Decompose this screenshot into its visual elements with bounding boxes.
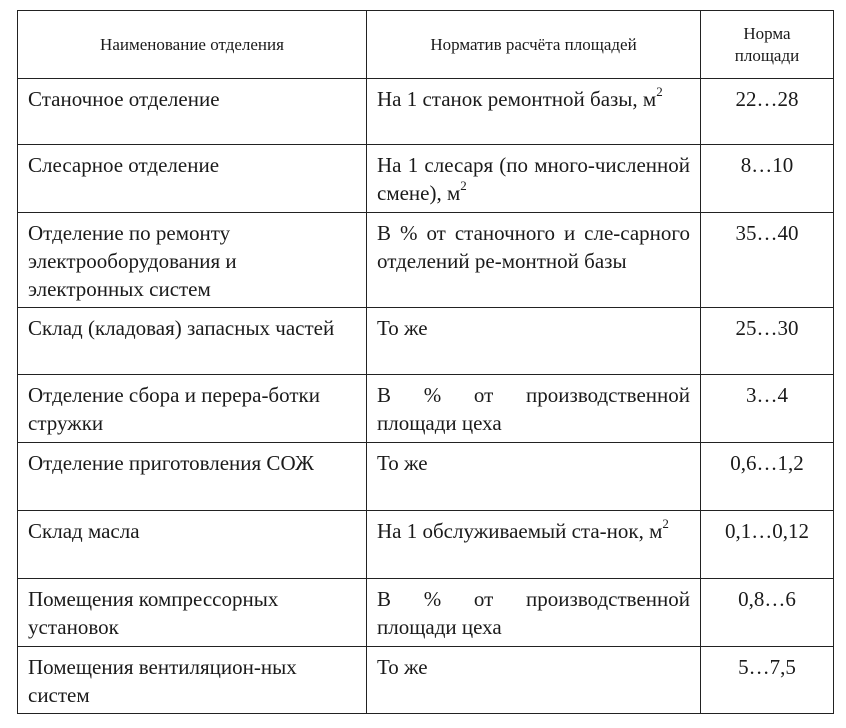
area-norm-cell: 8…10 bbox=[701, 145, 834, 213]
header-calculation-norm: Норматив расчёта площадей bbox=[367, 11, 701, 79]
area-norm-cell: 35…40 bbox=[701, 213, 834, 308]
area-norm-cell: 22…28 bbox=[701, 79, 834, 145]
table-row bbox=[18, 308, 834, 375]
calculation-norm-cell bbox=[367, 647, 701, 714]
calculation-norm-cell bbox=[367, 308, 701, 375]
norm-text: На 1 обслуживаемый ста-нок, м bbox=[377, 519, 663, 543]
header-area-norm bbox=[701, 11, 834, 79]
header-area-norm-line2: площади bbox=[734, 46, 800, 65]
header-department-name: Наименование отделения bbox=[18, 11, 367, 79]
department-name-cell: Отделение приготовления СОЖ bbox=[18, 443, 367, 511]
calculation-norm-cell bbox=[367, 79, 701, 145]
table-header-row bbox=[18, 11, 834, 79]
table-row bbox=[18, 579, 834, 647]
area-norm-cell: 0,6…1,2 bbox=[701, 443, 834, 511]
norm-text: То же bbox=[377, 451, 428, 475]
norm-text: В % от производственной площади цеха bbox=[377, 587, 690, 639]
unit-superscript: 2 bbox=[662, 516, 669, 531]
area-norm-cell: 3…4 bbox=[701, 375, 834, 443]
area-norms-table bbox=[17, 10, 834, 714]
table-row bbox=[18, 647, 834, 714]
area-norm-cell: 5…7,5 bbox=[701, 647, 834, 714]
area-norm-cell: 0,1…0,12 bbox=[701, 511, 834, 579]
header-area-norm-line1: Норма bbox=[743, 24, 791, 43]
department-name-cell: Отделение сбора и перера-ботки стружки bbox=[18, 375, 367, 443]
calculation-norm-cell bbox=[367, 511, 701, 579]
calculation-norm-cell bbox=[367, 443, 701, 511]
area-norm-cell: 25…30 bbox=[701, 308, 834, 375]
area-norm-cell: 0,8…6 bbox=[701, 579, 834, 647]
department-name-cell: Станочное отделение bbox=[18, 79, 367, 145]
norm-text: В % от станочного и сле-сарного отделений ре-монтной базы bbox=[377, 221, 690, 273]
table-row bbox=[18, 511, 834, 579]
department-name-cell: Слесарное отделение bbox=[18, 145, 367, 213]
calculation-norm-cell bbox=[367, 145, 701, 213]
norm-text: На 1 слесаря (по много-численной смене), м bbox=[377, 153, 690, 205]
department-name-cell: Помещения компрессорных установок bbox=[18, 579, 367, 647]
department-name-cell: Отделение по ремонту электрооборудования и электронных систем bbox=[18, 213, 367, 308]
norm-text: То же bbox=[377, 655, 428, 679]
calculation-norm-cell bbox=[367, 375, 701, 443]
department-name-cell: Склад масла bbox=[18, 511, 367, 579]
unit-superscript: 2 bbox=[460, 178, 467, 193]
calculation-norm-cell bbox=[367, 213, 701, 308]
norm-text: На 1 станок ремонтной базы, м bbox=[377, 87, 657, 111]
table-row bbox=[18, 79, 834, 145]
unit-superscript: 2 bbox=[656, 84, 663, 99]
table-row bbox=[18, 145, 834, 213]
table-row bbox=[18, 375, 834, 443]
table-row bbox=[18, 213, 834, 308]
department-name-cell: Помещения вентиляцион-ных систем bbox=[18, 647, 367, 714]
norm-text: В % от производственной площади цеха bbox=[377, 383, 690, 435]
norm-text: То же bbox=[377, 316, 428, 340]
table-row bbox=[18, 443, 834, 511]
calculation-norm-cell bbox=[367, 579, 701, 647]
department-name-cell: Склад (кладовая) запасных частей bbox=[18, 308, 367, 375]
